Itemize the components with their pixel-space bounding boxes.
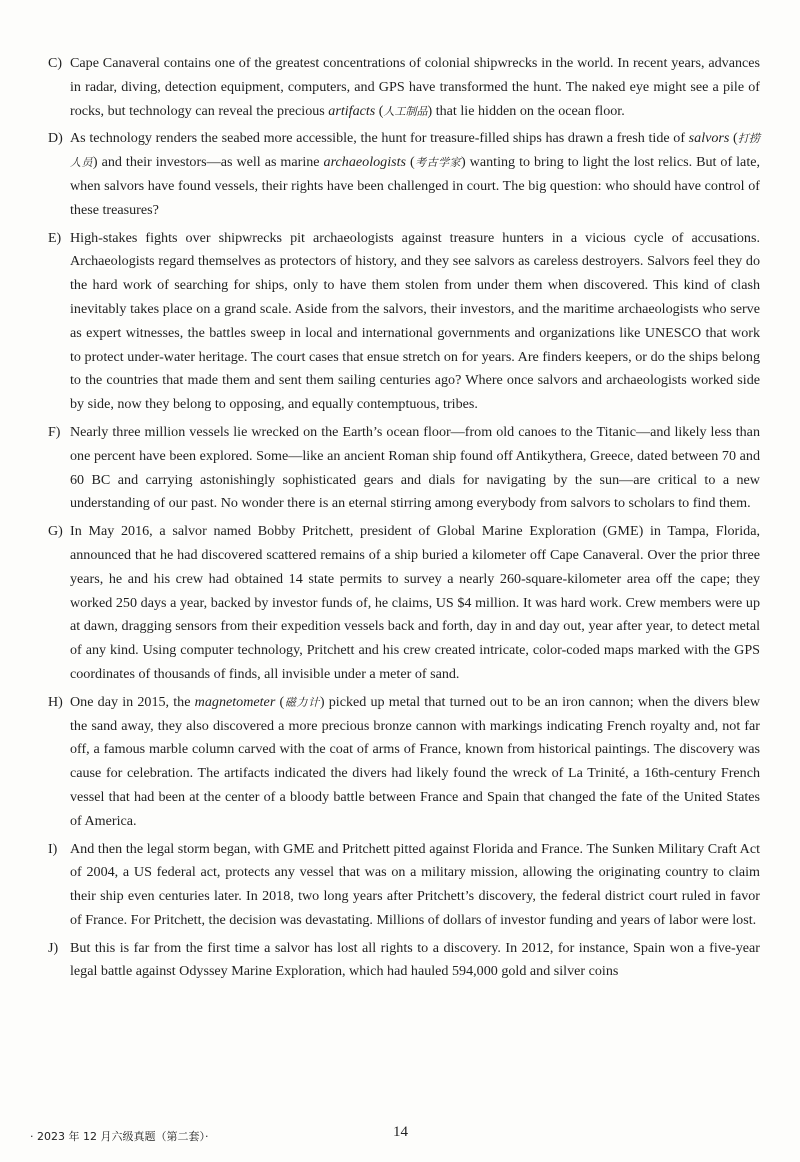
paragraph-text (70, 127, 760, 222)
italic-term: artifacts (328, 102, 376, 119)
text-run: ) and their investors—as well as marine (92, 154, 324, 171)
paragraph-i (48, 838, 760, 933)
italic-term: archaeologists (323, 154, 407, 171)
paragraph-text (70, 227, 760, 417)
chinese-gloss: 人工制品 (383, 104, 428, 118)
paragraph-j (48, 937, 760, 985)
chinese-gloss: 磁力计 (284, 695, 320, 709)
text-run: ( (375, 102, 384, 119)
paragraph-label: H) (48, 694, 63, 710)
text-run: And then the legal storm began, with GME and Pritchett pitted against Florida and France. The Sunken Military Craft Act of 2004, a US federal act, protects any vessel that was on a military mission, allowing the originating country to claim their ship even centuries later. In 2018, two long years after Pritchett’s discovery, the federal district court ruled in favor of France. For Pritchett, the decision was devastating. Millions of dollars of investor funding and years of labor were lost. (70, 840, 760, 928)
paragraph-text (70, 421, 760, 516)
paragraph-label: G) (48, 524, 63, 540)
text-run: In May 2016, a salvor named Bobby Pritchett, president of Global Marine Exploration (GME) in Tampa, Florida, announced that he had discovered scattered remains of a ship buried a kilometer off Cape Canaveral. Over the prior three years, he and his crew had obtained 14 state permits to survey a nearly 260-square-kilometer area off the cape; they worked 250 days a year, backed by investor funds of, he claims, US $4 million. It was hard work. Crew members were up at dawn, dragging sensors from their expedition vessels back and forth, day in and day out, year after year, to detect metal of any kind. Using computer technology, Pritchett and his crew created intricate, color-coded maps marked with the GPS coordinates of thousands of finds, all invisible under a meter of sand. (70, 523, 760, 682)
text-run: ( (406, 154, 415, 171)
paragraph-label: D) (48, 131, 63, 147)
paragraph-g (48, 520, 760, 687)
text-run: One day in 2015, the (70, 693, 195, 710)
reading-passage (48, 52, 760, 988)
page-number: 14 (393, 1124, 408, 1140)
paragraph-text (70, 838, 760, 933)
paragraph-c (48, 52, 760, 123)
footer-exam-label: · 2023 年 12 月六级真题（第二套）· (30, 1130, 209, 1143)
paragraph-label: C) (48, 56, 62, 71)
italic-term: magnetometer (194, 693, 276, 710)
italic-term: salvors (688, 130, 730, 147)
text-run: Nearly three million vessels lie wrecked on the Earth’s ocean floor—from old canoes to the Titanic—and likely less than one percent have been explored. Some—like an ancient Roman ship found off Antikythera, Greece, dated between 70 and 60 BC and carrying astonishingly sophisticated gears and dials for navigating by the sun—are critical to a new understanding of our past. No wonder there is an eternal stirring among everybody from salvors to scholars to find them. (70, 423, 760, 512)
text-run: High-stakes fights over shipwrecks pit archaeologists against treasure hunters in a vicious cycle of accusations. Archaeologists regard themselves as protectors of history, and they see salvors as careless destroyers. Salvors feel they do the hard work of searching for ships, only to have them stolen from under them when discovered. This kind of clash inevitably takes place on a grand scale. Aside from the salvors, their investors, and the maritime archaeologists who serve as expert witnesses, the battles sweep in local and international governments and organizations like UNESCO that work to protect under-water heritage. The court cases that ensue stretch on for years. Are finders keepers, or do the ships belong to the countries that made them and sent them sailing centuries ago? Where once salvors and archaeologists worked side by side, now they belong to opposing, and equally contemptuous, tribes. (70, 229, 760, 413)
paragraph-label: E) (48, 230, 62, 246)
text-run: ) wanting to bring to light the lost relics. But of late, when salvors have found vessels, their rights have been challenged in court. The big question: who should have control of these treasures? (70, 154, 761, 218)
text-run: As technology renders the seabed more accessible, the hunt for treasure-filled ships has drawn a fresh tide of (70, 130, 689, 147)
text-run: ( (275, 693, 285, 710)
paragraph-d (48, 127, 760, 222)
paragraph-text (70, 937, 760, 985)
text-run: ) picked up metal that turned out to be an iron cannon; when the divers blew the sand away, they also discovered a more precious bronze cannon with markings indicating French royalty and, not far off, a famous marble column carved with the coat of arms of France, known from historical paintings. The discovery was cause for celebration. The artifacts indicated the divers had likely found the wreck of La Trinité, a 16th-century French vessel that had been at the center of a bloody battle between France and Spain that changed the fate of the United States of America. (70, 693, 760, 829)
chinese-gloss: 打捞人员 (70, 132, 761, 170)
paragraph-e (48, 227, 760, 417)
paragraph-label: J) (48, 940, 59, 956)
paragraph-f (48, 421, 760, 516)
paragraph-text (70, 52, 760, 123)
paragraph-text (70, 691, 760, 834)
text-run: But this is far from the first time a salvor has lost all rights to a discovery. In 2012, for instance, Spain won a five-year legal battle against Odyssey Marine Exploration, which had hauled 594,000 gold and silver coins (70, 939, 760, 980)
paragraph-text (70, 520, 760, 687)
paragraph-label: F) (48, 424, 61, 440)
paragraph-label: I) (48, 841, 58, 857)
text-run: ) that lie hidden on the ocean floor. (427, 102, 625, 119)
text-run: ( (729, 130, 738, 147)
text-run: Cape Canaveral contains one of the greatest concentrations of colonial shipwrecks in the world. In recent years, advances in radar, diving, detection equipment, computers, and GPS have transformed the hunt. The naked eye might see a pile of rocks, but technology can reveal the precious (70, 55, 760, 119)
chinese-gloss: 考古学家 (414, 156, 461, 170)
paragraph-h (48, 691, 760, 834)
